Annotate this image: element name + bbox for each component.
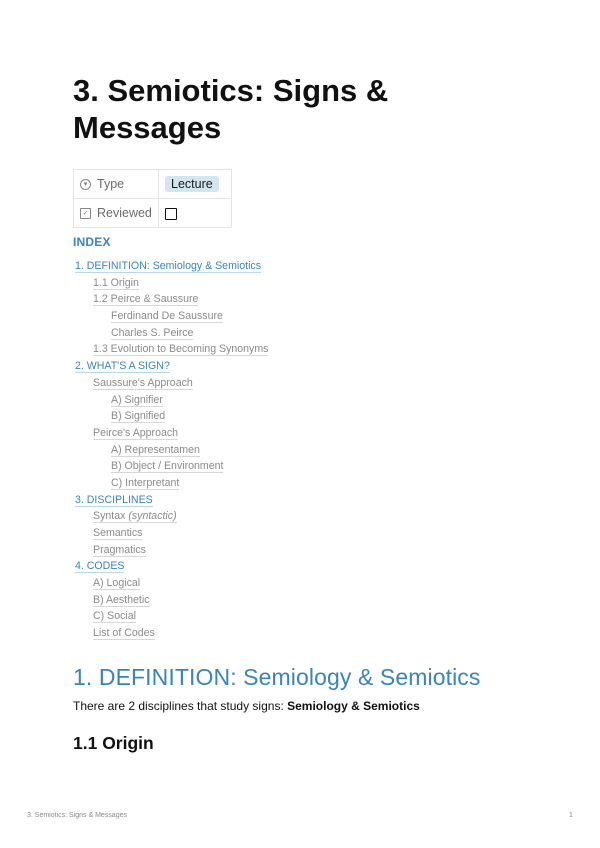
type-tag[interactable]: Lecture [165, 176, 219, 192]
toc-link[interactable] [93, 343, 268, 356]
property-name: Reviewed [97, 206, 152, 220]
toc-link-text: Pragmatics [93, 543, 146, 556]
toc-link-text: A) Signifier [111, 393, 163, 406]
toc-link-text: B) Object / Environment [111, 460, 224, 473]
toc-link-text: 1.2 Peirce & Saussure [93, 293, 199, 306]
toc-item[interactable] [73, 375, 268, 392]
toc-link[interactable] [93, 510, 177, 523]
page-number: 1 [569, 812, 573, 819]
toc-link-text: C) Social [93, 610, 136, 623]
properties-table [73, 169, 232, 228]
toc-item[interactable] [73, 458, 268, 475]
toc-link-text: 1. DEFINITION: Semiology & Semiotics [75, 260, 262, 272]
toc-item[interactable] [73, 408, 268, 425]
toc-link[interactable] [111, 327, 193, 340]
toc-link-text: 2. WHAT'S A SIGN? [75, 360, 170, 373]
table-of-contents [73, 258, 268, 642]
toc-link-text: A) Logical [93, 577, 141, 590]
toc-link[interactable] [111, 410, 165, 423]
toc-item[interactable] [73, 525, 268, 542]
toc-link-text: A) Representamen [111, 443, 200, 456]
toc-item[interactable] [73, 608, 268, 625]
property-value-cell[interactable] [159, 199, 232, 228]
property-name: Type [97, 177, 125, 191]
toc-link[interactable] [93, 610, 136, 623]
toc-link-text: 3. DISCIPLINES [75, 493, 153, 506]
toc-link-text: Saussure's Approach [93, 376, 193, 389]
toc-link-text: 1.1 Origin [93, 276, 139, 289]
toc-item[interactable] [73, 425, 268, 442]
toc-link[interactable] [93, 594, 150, 607]
reviewed-checkbox[interactable] [165, 208, 177, 220]
toc-link[interactable] [111, 477, 179, 490]
toc-item[interactable] [73, 275, 268, 292]
toc-link-text: Syntax [93, 510, 126, 523]
checkbox-icon: ✓ [80, 208, 91, 219]
toc-item[interactable] [73, 475, 268, 492]
index-heading: INDEX [73, 235, 111, 249]
dropdown-icon: ▾ [80, 179, 91, 190]
toc-item[interactable] [73, 291, 268, 308]
section-heading: 1. DEFINITION: Semiology & Semiotics [73, 664, 481, 690]
toc-item[interactable] [73, 392, 268, 409]
property-value-cell[interactable] [159, 170, 232, 199]
toc-link[interactable] [111, 460, 223, 473]
toc-link-italic: (syntactic) [128, 510, 177, 523]
toc-link-text: B) Signified [111, 410, 166, 423]
toc-item[interactable] [73, 325, 268, 342]
toc-item[interactable] [73, 592, 268, 609]
toc-link-text: C) Interpretant [111, 476, 180, 489]
toc-link-text: Semantics [93, 527, 143, 539]
toc-link[interactable] [93, 293, 198, 306]
toc-link[interactable] [93, 427, 178, 440]
toc-link-text: 1.3 Evolution to Becoming Synonyms [93, 343, 269, 356]
toc-link[interactable] [111, 394, 163, 407]
toc-item[interactable] [73, 558, 268, 575]
toc-link[interactable] [93, 277, 139, 290]
toc-link[interactable] [111, 310, 223, 323]
toc-item[interactable] [73, 258, 268, 275]
toc-link[interactable] [75, 260, 261, 273]
toc-link-text: Ferdinand De Saussure [111, 310, 223, 323]
toc-link[interactable] [93, 527, 142, 540]
property-row-type [74, 170, 232, 199]
paragraph-text: There are 2 disciplines that study signs: [73, 699, 288, 713]
toc-item[interactable] [73, 442, 268, 459]
toc-link[interactable] [75, 360, 170, 373]
toc-link[interactable] [75, 494, 153, 507]
toc-link-text: Charles S. Peirce [111, 326, 194, 339]
toc-link-text: 4. CODES [75, 560, 125, 573]
toc-item[interactable] [73, 358, 268, 375]
property-row-reviewed [74, 199, 232, 228]
toc-item[interactable] [73, 492, 268, 509]
toc-link-text: B) Aesthetic [93, 593, 150, 606]
toc-link[interactable] [93, 544, 146, 557]
toc-item[interactable] [73, 625, 268, 642]
toc-link[interactable] [93, 627, 155, 640]
toc-link[interactable] [93, 577, 140, 590]
toc-item[interactable] [73, 575, 268, 592]
toc-link[interactable] [75, 560, 124, 573]
toc-link[interactable] [93, 377, 193, 390]
toc-item[interactable] [73, 542, 268, 559]
subsection-heading: 1.1 Origin [73, 733, 154, 753]
footer-title: 3. Semiotics: Signs & Messages [27, 812, 127, 819]
toc-link-text: Peirce's Approach [93, 426, 179, 439]
page-title: 3. Semiotics: Signs & Messages [73, 73, 389, 145]
toc-item[interactable] [73, 508, 268, 525]
toc-item[interactable] [73, 308, 268, 325]
toc-item[interactable] [73, 341, 268, 358]
toc-link[interactable] [111, 444, 200, 457]
property-name-cell [74, 199, 159, 228]
section-paragraph [73, 699, 420, 713]
property-name-cell [74, 170, 159, 199]
paragraph-bold: Semiology & Semiotics [287, 699, 420, 713]
toc-link-text: List of Codes [93, 627, 155, 640]
